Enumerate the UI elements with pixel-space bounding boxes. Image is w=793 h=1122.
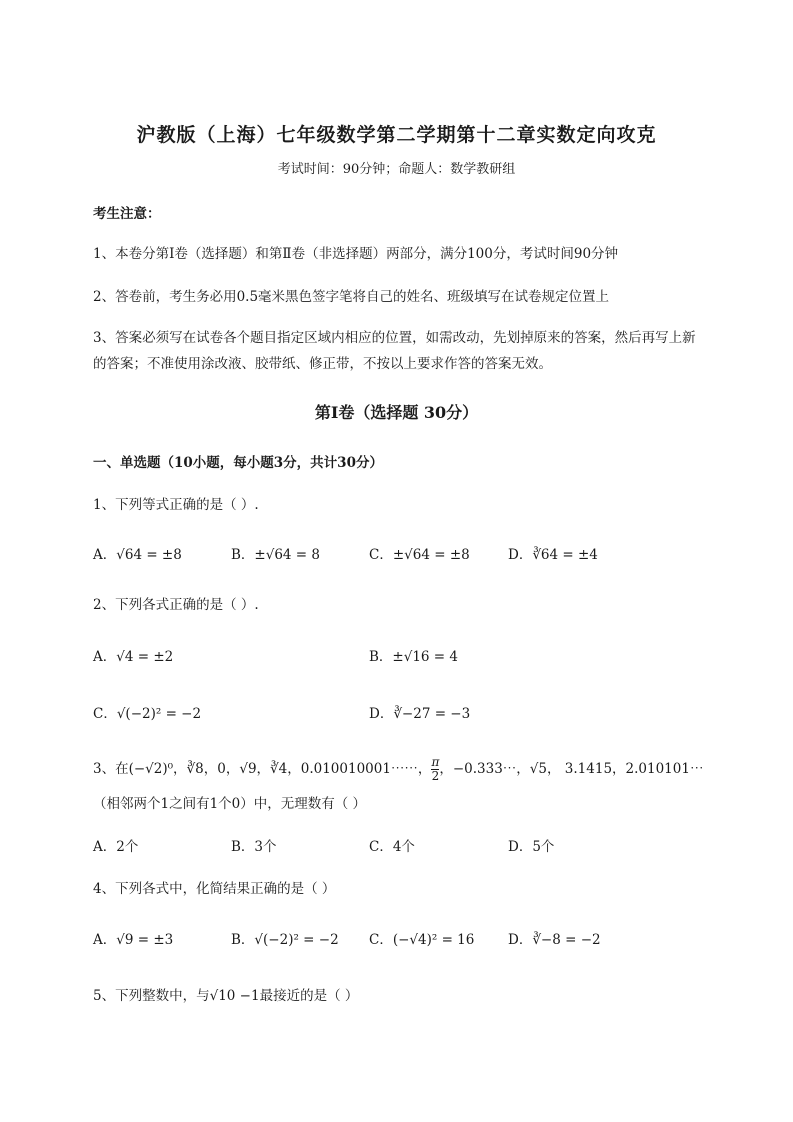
q3-expr-sqrt-5: √5 <box>529 761 547 777</box>
q3-expr-power: (−√2)⁰ <box>128 761 174 777</box>
fraction-denominator: 2 <box>431 769 440 783</box>
page-title: 沪教版（上海）七年级数学第二学期第十二章实数定向攻克 <box>136 124 657 146</box>
question-2-option-b: B．±√16 = 4 <box>369 649 458 665</box>
question-3-stem-cont: （相邻两个1之间有1个0）中，无理数有（ ） <box>93 796 367 812</box>
q3-expr-sqrt-9: √9 <box>239 761 257 777</box>
notice-item-3-cont: 的答案；不准使用涂改液、胶带纸、修正带，不按以上要求作答的答案无效。 <box>93 356 552 372</box>
q3-sep: ， <box>173 761 187 777</box>
question-1-option-b: B．±√64 = 8 <box>231 547 320 563</box>
question-3-stem <box>93 756 703 783</box>
question-2-option-a: A．√4 = ±2 <box>93 649 174 665</box>
notice-item-3: 3、答案必须写在试卷各个题目指定区域内相应的位置，如需改动，先划掉原来的答案，然后再写上新 <box>93 330 696 346</box>
fraction-numerator: π <box>431 755 440 769</box>
notice-item-1: 1、本卷分第I卷（选择题）和第Ⅱ卷（非选择题）两部分，满分100分，考试时间90分钟 <box>93 246 619 262</box>
q5-part: −1最接近的是（ ） <box>235 988 359 1004</box>
question-1-stem: 1、下列等式正确的是（ ）. <box>93 497 259 513</box>
q3-sep: ，0， <box>203 761 240 777</box>
question-3-option-a: A．2个 <box>93 839 139 855</box>
q5-expr-sqrt-10: √10 <box>209 988 236 1004</box>
question-2-stem: 2、下列各式正确的是（ ）. <box>93 597 259 613</box>
question-2-option-c: C．√(−2)² = −2 <box>93 706 202 722</box>
question-1-option-c: C．±√64 = ±8 <box>369 547 470 563</box>
q3-sep: ， <box>256 761 271 777</box>
question-5-stem <box>93 984 358 1004</box>
question-4-option-c: C．(−√4)² = 16 <box>369 932 475 948</box>
exam-info: 考试时间：90分钟；命题人：数学教研组 <box>277 162 516 177</box>
notice-heading: 考生注意： <box>93 206 161 222</box>
q3-expr-cuberoot-8: ∛8 <box>186 761 204 777</box>
q5-part: 5、下列整数中，与 <box>93 988 210 1004</box>
question-3-option-d: D．5个 <box>508 839 555 855</box>
question-1-option-d: D．∛64 = ±4 <box>508 547 598 563</box>
question-3-option-c: C．4个 <box>369 839 415 855</box>
section-title: 第I卷（选择题 30分） <box>314 403 479 422</box>
part-heading: 一、单选题（10小题，每小题3分，共计30分） <box>93 455 383 471</box>
question-4-stem: 4、下列各式中，化简结果正确的是（ ） <box>93 881 336 897</box>
question-3-option-b: B．3个 <box>231 839 277 855</box>
question-1-option-a: A．√64 = ±8 <box>93 547 182 563</box>
question-4-option-b: B．√(−2)² = −2 <box>231 932 339 948</box>
notice-item-2: 2、答卷前，考生务必用0.5毫米黑色签字笔将自己的姓名、班级填写在试卷规定位置上 <box>93 289 610 305</box>
q3-sep: ，−0.333⋯， <box>439 761 530 777</box>
question-4-option-a: A．√9 = ±3 <box>93 932 174 948</box>
q3-sep: ， 3.1415，2.010101⋯ <box>547 761 704 777</box>
q3-sep: ，0.010010001⋯⋯， <box>287 761 432 777</box>
question-4-option-d: D．∛−8 = −2 <box>508 932 601 948</box>
q3-expr-cuberoot-4: ∛4 <box>270 761 288 777</box>
q3-part: 3、在 <box>93 761 129 777</box>
question-2-option-d: D．∛−27 = −3 <box>369 706 471 722</box>
